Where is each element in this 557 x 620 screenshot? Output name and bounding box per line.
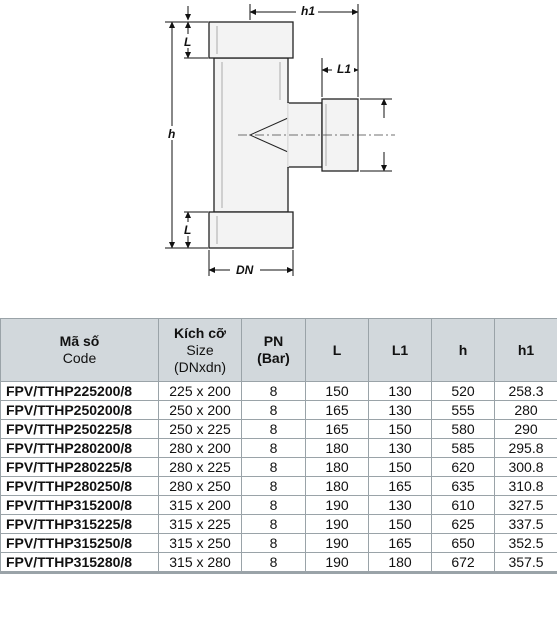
cell-h1: 357.5 (495, 553, 557, 573)
cell-code: FPV/TTHP315250/8 (1, 534, 159, 553)
cell-code: FPV/TTHP225200/8 (1, 382, 159, 401)
cell-pn: 8 (242, 553, 306, 573)
cell-L: 150 (306, 382, 369, 401)
cell-L: 190 (306, 553, 369, 573)
cell-L: 180 (306, 439, 369, 458)
header-L: L (306, 319, 369, 382)
header-h1: h1 (495, 319, 557, 382)
table-header-row (1, 319, 557, 382)
cell-L: 180 (306, 458, 369, 477)
dim-L-top-label: L (184, 35, 192, 49)
cell-h: 672 (432, 553, 495, 573)
cell-pn: 8 (242, 439, 306, 458)
cell-size: 315 x 225 (159, 515, 242, 534)
cell-h: 585 (432, 439, 495, 458)
cell-L1: 150 (369, 515, 432, 534)
table-row (1, 534, 557, 553)
table-row (1, 515, 557, 534)
tee-fitting-drawing (0, 0, 557, 300)
cell-size: 250 x 225 (159, 420, 242, 439)
cell-size: 225 x 200 (159, 382, 242, 401)
cell-code: FPV/TTHP250200/8 (1, 401, 159, 420)
cell-h1: 300.8 (495, 458, 557, 477)
cell-h1: 337.5 (495, 515, 557, 534)
cell-code: FPV/TTHP250225/8 (1, 420, 159, 439)
cell-h: 555 (432, 401, 495, 420)
cell-pn: 8 (242, 382, 306, 401)
cell-h1: 352.5 (495, 534, 557, 553)
cell-h1: 280 (495, 401, 557, 420)
table-row (1, 477, 557, 496)
dim-L-bottom-label: L (184, 223, 192, 237)
cell-size: 250 x 200 (159, 401, 242, 420)
table-row (1, 496, 557, 515)
cell-size: 280 x 200 (159, 439, 242, 458)
cell-code: FPV/TTHP280225/8 (1, 458, 159, 477)
cell-size: 315 x 280 (159, 553, 242, 573)
header-size-unit: (DNxdn) (173, 358, 227, 375)
header-code-vi: Mã số (59, 333, 100, 349)
cell-L: 190 (306, 496, 369, 515)
cell-L1: 180 (369, 553, 432, 573)
header-code (1, 319, 159, 382)
dim-L1-label: L1 (337, 62, 352, 76)
cell-code: FPV/TTHP315280/8 (1, 553, 159, 573)
cell-h1: 258.3 (495, 382, 557, 401)
cell-h: 650 (432, 534, 495, 553)
dim-h1-label: h1 (301, 4, 316, 18)
cell-pn: 8 (242, 515, 306, 534)
cell-h: 635 (432, 477, 495, 496)
cell-L: 165 (306, 401, 369, 420)
table-row (1, 401, 557, 420)
table-row (1, 553, 557, 573)
dim-h-label: h (168, 127, 176, 141)
cell-h: 520 (432, 382, 495, 401)
cell-pn: 8 (242, 534, 306, 553)
cell-L: 190 (306, 534, 369, 553)
cell-h: 610 (432, 496, 495, 515)
table-row (1, 439, 557, 458)
cell-pn: 8 (242, 458, 306, 477)
cell-h: 620 (432, 458, 495, 477)
cell-code: FPV/TTHP315225/8 (1, 515, 159, 534)
cell-code: FPV/TTHP280250/8 (1, 477, 159, 496)
cell-h1: 295.8 (495, 439, 557, 458)
header-pn (242, 319, 306, 382)
cell-pn: 8 (242, 420, 306, 439)
cell-size: 315 x 250 (159, 534, 242, 553)
cell-h1: 327.5 (495, 496, 557, 515)
header-code-en: Code (62, 350, 97, 366)
cell-h: 580 (432, 420, 495, 439)
table-row (1, 420, 557, 439)
cell-L1: 165 (369, 534, 432, 553)
cell-h1: 290 (495, 420, 557, 439)
header-L1: L1 (369, 319, 432, 382)
dim-DN-label: DN (236, 263, 254, 277)
cell-size: 280 x 250 (159, 477, 242, 496)
header-size-en: Size (186, 341, 214, 358)
cell-L: 190 (306, 515, 369, 534)
cell-h1: 310.8 (495, 477, 557, 496)
cell-L1: 130 (369, 401, 432, 420)
cell-code: FPV/TTHP315200/8 (1, 496, 159, 515)
cell-pn: 8 (242, 401, 306, 420)
cell-h: 625 (432, 515, 495, 534)
cell-L1: 150 (369, 420, 432, 439)
table-row (1, 382, 557, 401)
cell-code: FPV/TTHP280200/8 (1, 439, 159, 458)
cell-L1: 130 (369, 439, 432, 458)
cell-L: 165 (306, 420, 369, 439)
cell-pn: 8 (242, 477, 306, 496)
table-row (1, 458, 557, 477)
cell-L1: 150 (369, 458, 432, 477)
specification-table (0, 318, 557, 574)
cell-size: 315 x 200 (159, 496, 242, 515)
header-pn-unit: (Bar) (257, 350, 290, 366)
header-size (159, 319, 242, 382)
cell-L: 180 (306, 477, 369, 496)
cell-L1: 165 (369, 477, 432, 496)
cell-L1: 130 (369, 382, 432, 401)
cell-size: 280 x 225 (159, 458, 242, 477)
cell-pn: 8 (242, 496, 306, 515)
cell-L1: 130 (369, 496, 432, 515)
header-size-vi: Kích cỡ (174, 324, 226, 341)
header-pn-label: PN (263, 333, 284, 349)
header-h: h (432, 319, 495, 382)
